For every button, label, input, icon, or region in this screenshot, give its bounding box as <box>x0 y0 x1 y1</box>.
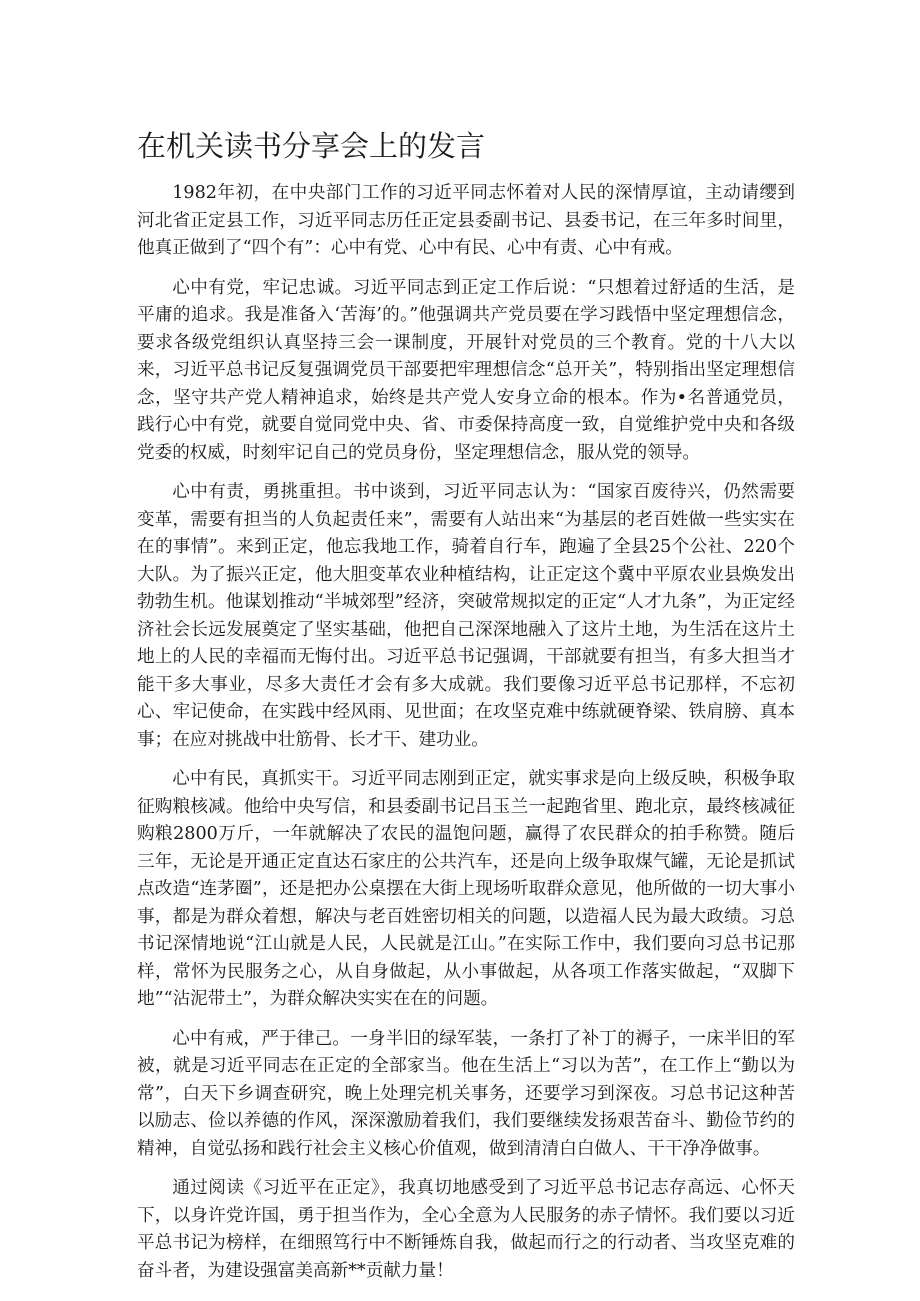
paragraph-people: 心中有民，真抓实干。习近平同志刚到正定，就实事求是向上级反映，积极争取征购粮核减。他给中央写信，和县委副书记吕玉兰一起跑省里、跑北京，最终核减征购粮2800万斤，一年就解决了农民的温饱问题，赢得了农民群众的拍手称赞。随后三年，无论是开通正定直达石家庄的公共汽车，还是向上级争取煤气罐，无论是抓试点改造“连茅圈”，还是把办公桌摆在大街上现场听取群众意见，他所做的一切大事小事，都是为群众着想，解决与老百姓密切相关的问题，以造福人民为最大政绩。习总书记深情地说“江山就是人民，人民就是江山。”在实际工作中，我们要向习总书记那样，常怀为民服务之心，从自身做起，从小事做起，从各项工作落实做起，“双脚下地”“沾泥带土”，为群众解决实实在在的问题。 <box>137 769 795 1009</box>
paragraph-conclusion: 通过阅读《习近平在正定》，我真切地感受到了习近平总书记志存高远、心怀天下，以身许党许国，勇于担当作为，全心全意为人民服务的赤子情怀。我们要以习近平总书记为榜样，在细照笃行中不断锤炼自我，做起而行之的行动者、当攻坚克难的奋斗者，为建设强富美高新**贡献力量！ <box>137 1178 795 1281</box>
document-body <box>137 180 795 1297</box>
document-title: 在机关读书分享会上的发言 <box>137 129 486 163</box>
paragraph-discipline: 心中有戒，严于律己。一身半旧的绿军装，一条打了补丁的褥子，一床半旧的军被，就是习近平同志在正定的全部家当。他在生活上“习以为苦”，在工作上“勤以为常”，白天下乡调查研究，晚上处理完机关事务，还要学习到深夜。习总书记这种苦以励志、俭以养德的作风，深深激励着我们，我们要继续发扬艰苦奋斗、勤俭节约的精神，自觉弘扬和践行社会主义核心价值观，做到清清白白做人、干干净净做事。 <box>137 1028 795 1159</box>
paragraph-responsibility: 心中有责，勇挑重担。书中谈到，习近平同志认为：“国家百废待兴，仍然需要变革，需要有担当的人负起责任来”，需要有人站出来“为基层的老百姓做一些实实在在的事情”。来到正定，他忘我地工作，骑着自行车，跑遍了全县25个公社、220个大队。为了振兴正定，他大胆变革农业种植结构，让正定这个冀中平原农业县焕发出勃勃生机。他谋划推动“半城郊型”经济，突破常规拟定的正定“人才九条”，为正定经济社会长远发展奠定了坚实基础，他把自己深深地融入了这片土地，为生活在这片土地上的人民的幸福而无悔付出。习近平总书记强调，干部就要有担当，有多大担当才能干多大事业，尽多大责任才会有多大成就。我们要像习近平总书记那样，不忘初心、牢记使命，在实践中经风雨、见世面；在攻坚克难中练就硬脊梁、铁肩膀、真本事；在应对挑战中壮筋骨、长才干、建功业。 <box>137 482 795 750</box>
paragraph-loyalty: 心中有党，牢记忠诚。习近平同志到正定工作后说：“只想着过舒适的生活，是平庸的追求。我是准备入‘苦海’的。”他强调共产党员要在学习践悟中坚定理想信念，要求各级党组织认真坚持三会一课制度，开展针对党员的三个教育。党的十八大以来，习近平总书记反复强调党员干部要把牢理想信念“总开关”，特别指出坚定理想信念，坚守共产党人精神追求，始终是共产党人安身立命的根本。作为•名普通党员，践行心中有党，就要自觉同党中央、省、市委保持高度一致，自觉维护党中央和各级党委的权威，时刻牢记自己的党员身份，坚定理想信念，服从党的领导。 <box>137 277 795 463</box>
paragraph-intro: 1982年初，在中央部门工作的习近平同志怀着对人民的深情厚谊，主动请缨到河北省正定县工作，习近平同志历任正定县委副书记、县委书记，在三年多时间里，他真正做到了“四个有”：心中有党、心中有民、心中有责、心中有戒。 <box>137 183 795 258</box>
